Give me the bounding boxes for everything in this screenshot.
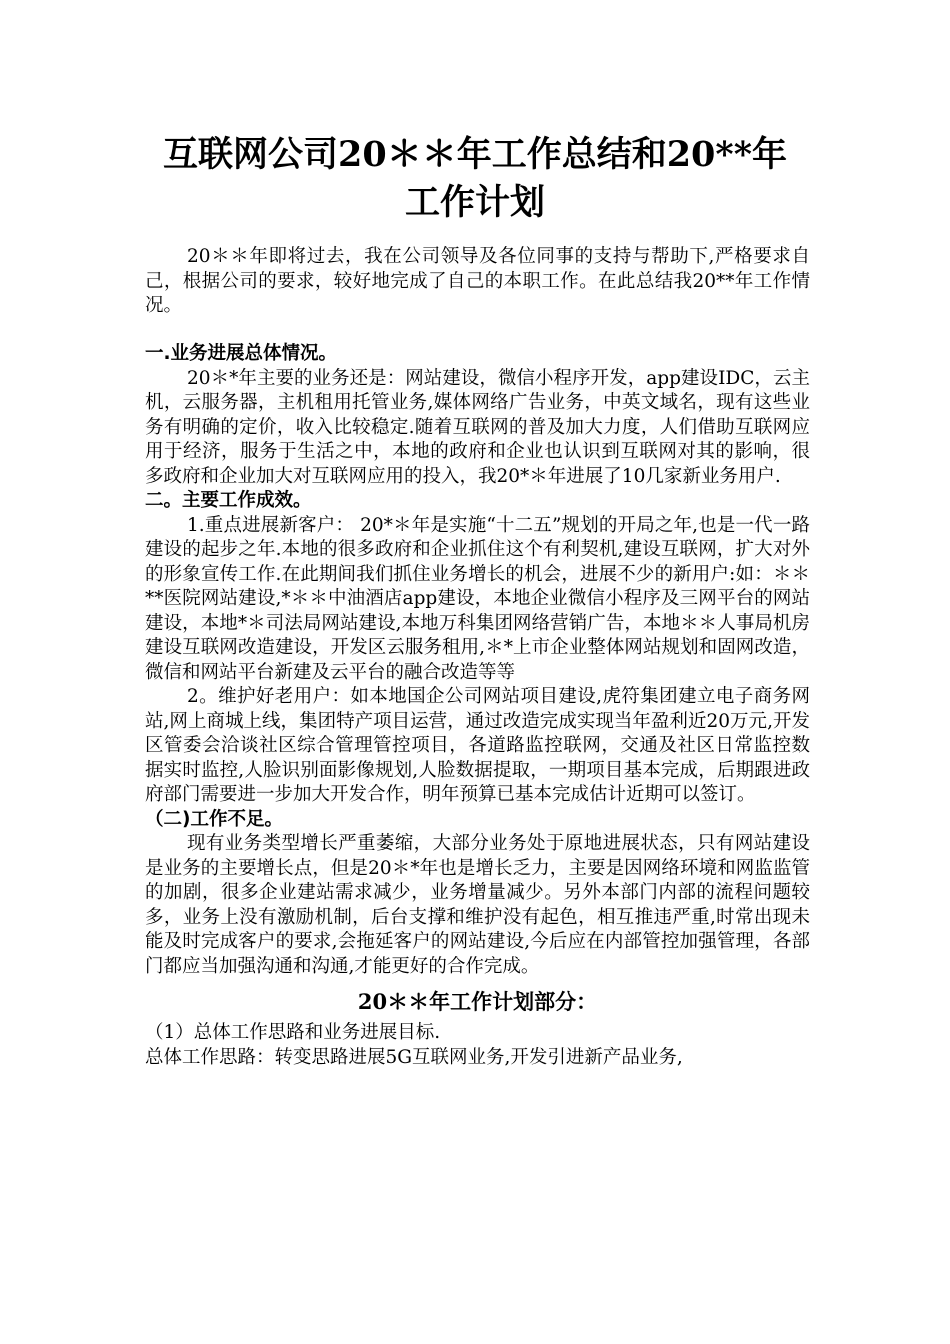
section-3-paragraph: 现有业务类型增长严重萎缩，大部分业务处于原地进展状态，只有网站建设是业务的主要增长点，但是20＊*年也是增长乏力，主要是因网络环境和网监监管的加剧，很多企业建站需求减少，业务增量减少。另外本部门内部的流程问题较多，业务上没有激励机制，后台支撑和维护没有起色，相互推违严重,时常出现未能及时完成客户的要求,会拖延客户的网站建设,今后应在内部管控加强管理，各部门都应当加强沟通和沟通,才能更好的合作完成。 [145, 833, 810, 977]
section-2-item-1: 1.重点进展新客户： 20*＊年是实施“十二五”规划的开局之年,也是一代一路建设的起步之年.本地的很多政府和企业抓住这个有利契机,建设互联网，扩大对外的形象宣传工作.在此期间我们抓住业务增长的机会，进展不少的新用户:如：＊＊**医院网站建设,*＊＊中油酒店app建设，本地企业微信小程序及三网平台的网站建设，本地*＊司法局网站建设,本地万科集团网络营销广告，本地＊＊人事局机房建设互联网改造建设，开发区云服务租用,＊*上市企业整体网站规划和固网改造，微信和网站平台新建及云平台的融合改造等等 [145, 514, 810, 683]
main-content [145, 342, 810, 1070]
intro-paragraph: 20＊＊年即将过去，我在公司领导及各位同事的支持与帮助下,严格要求自己，根据公司的要求，较好地完成了自己的本职工作。在此总结我20**年工作情况。 [145, 246, 810, 316]
section-heading-3: （二)工作不足。 [145, 808, 283, 830]
plan-heading: 20＊＊年工作计划部分： [357, 989, 598, 1014]
plan-subheading: （1）总体工作思路和业务进展目标. [145, 1022, 441, 1043]
section-heading-1: 一.业务进展总体情况。 [145, 343, 338, 364]
document-title-line-2: 工作计划 [404, 182, 545, 223]
section-1-paragraph: 20＊*年主要的业务还是：网站建设，微信小程序开发，app建设IDC，云主机，云服务器，主机租用托管业务,媒体网络广告业务，中英文域名，现有这些业务有明确的定价，收入比较稳定.随着互联网的普及加大力度，人们借助互联网应用于经济，服务于生活之中，本地的政府和企业也认识到互联网对其的影响，很多政府和企业加大对互联网应用的投入，我20*＊年进展了10几家新业务用户. [145, 367, 810, 487]
document-title-line-1: 互联网公司20＊＊年工作总结和20**年 [162, 134, 788, 175]
section-heading-2: 二。主要工作成效。 [145, 490, 312, 511]
intro-section [145, 245, 810, 319]
plan-paragraph: 总体工作思路：转变思路进展5G互联网业务,开发引进新产品业务, [145, 1046, 683, 1068]
section-2-item-2: 2。维护好老用户：如本地国企公司网站项目建设,虎符集团建立电子商务网站,网上商城上线，集团特产项目运营，通过改造完成实现当年盈利近20万元,开发区管委会洽谈社区综合管理管控项目，各道路监控联网，交通及社区日常监控数据实时监控,人脸识别面影像规划,人脸数据提取，一期项目基本完成，后期跟进政府部门需要进一步加大开发合作，明年预算已基本完成估计近期可以签订。 [145, 686, 810, 805]
